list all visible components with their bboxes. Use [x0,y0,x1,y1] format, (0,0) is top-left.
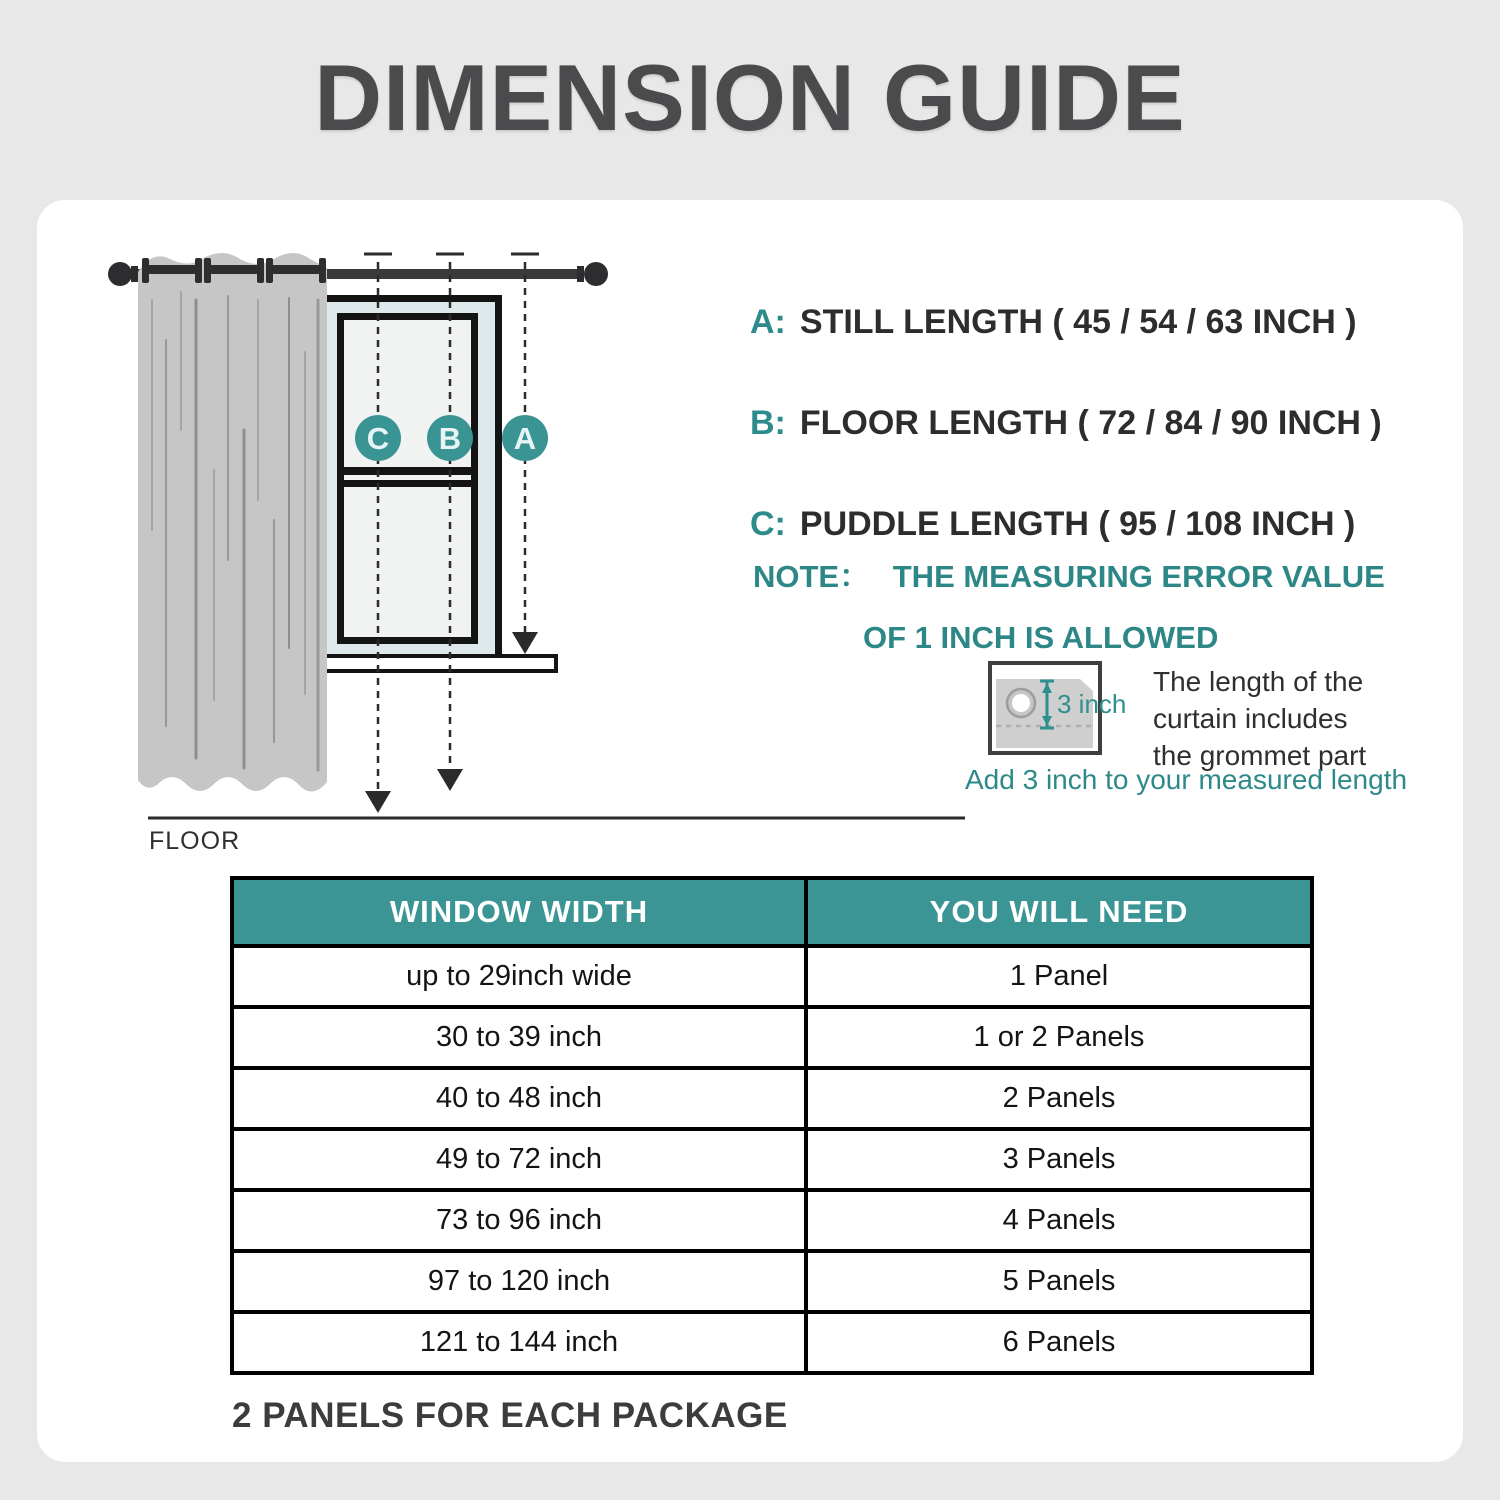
panels-needed-cell: 5 Panels [806,1251,1312,1312]
window-width-cell: up to 29inch wide [232,946,806,1007]
panels-needed-cell: 1 Panel [806,946,1312,1007]
measure-markers [355,415,548,461]
table-row [232,1007,1312,1068]
length-text-c: PUDDLE LENGTH ( 95 / 108 INCH ) [799,505,1356,543]
window-width-header: WINDOW WIDTH [232,878,806,946]
window-width-cell: 73 to 96 inch [232,1190,806,1251]
window-width-cell: 49 to 72 inch [232,1129,806,1190]
panels-needed-cell: 1 or 2 Panels [806,1007,1312,1068]
grommet-description [1153,663,1366,774]
note-line1 [753,546,1385,607]
length-row-a [750,303,1382,404]
window [318,295,502,663]
note-text1: THE MEASURING ERROR VALUE [892,559,1385,594]
panels-needed-cell: 3 Panels [806,1129,1312,1190]
length-text-b: FLOOR LENGTH ( 72 / 84 / 90 INCH ) [799,404,1382,442]
window-width-cell: 97 to 120 inch [232,1251,806,1312]
window-sill [300,656,556,671]
grommet-desc-line2: curtain includes [1153,703,1348,734]
panels-needed-cell: 4 Panels [806,1190,1312,1251]
marker-b-letter: B [438,421,462,456]
panel-size-table [230,876,1314,1375]
grommet-measure-label: 3 inch [1057,689,1127,719]
page-title: DIMENSION GUIDE [314,45,1186,150]
table-row [232,1190,1312,1251]
grommet-caption: Add 3 inch to your measured length [965,764,1408,795]
window-width-cell: 30 to 39 inch [232,1007,806,1068]
table-row [232,946,1312,1007]
marker-c-letter: C [366,421,390,456]
panels-needed-cell: 6 Panels [806,1312,1312,1373]
marker-a-letter: A [513,421,537,456]
grommet-desc-line1: The length of the [1153,666,1364,697]
curtain-panel [138,253,327,792]
measuring-note [753,546,1385,668]
table-header-row [232,878,1312,946]
length-text-a: STILL LENGTH ( 45 / 54 / 63 INCH ) [799,303,1357,341]
table-row [232,1129,1312,1190]
package-note: 2 PANELS FOR EACH PACKAGE [232,1396,788,1435]
window-width-cell: 121 to 144 inch [232,1312,806,1373]
length-row-b [750,404,1382,505]
note-line2: OF 1 INCH IS ALLOWED [863,620,1219,655]
length-key-b: B: [750,404,786,442]
table-row [232,1251,1312,1312]
you-will-need-header: YOU WILL NEED [806,878,1312,946]
table-row [232,1312,1312,1373]
grommet-hole [1012,694,1030,712]
panels-needed-cell: 2 Panels [806,1068,1312,1129]
length-key-c: C: [750,505,786,543]
note-label: NOTE： [753,559,871,594]
window-width-cell: 40 to 48 inch [232,1068,806,1129]
grommet-desc-line3: the grommet part [1153,740,1367,771]
floor-label: FLOOR [149,827,241,855]
grommet-inset-diagram [985,655,1150,760]
table-row [232,1068,1312,1129]
length-key-a: A: [750,303,786,341]
